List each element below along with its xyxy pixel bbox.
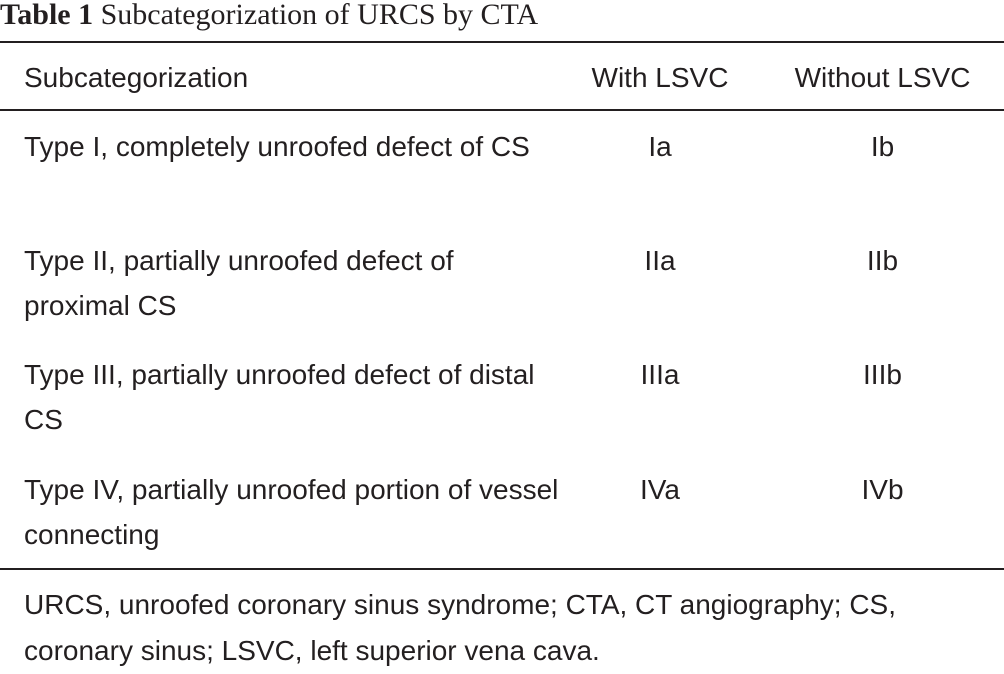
header-rule — [0, 109, 1004, 111]
table-title — [0, 0, 538, 32]
row-without-lsvc: IVb — [861, 474, 904, 505]
top-rule — [0, 41, 1004, 43]
row-subcategory: Type IV, partially unroofed portion of vessel connecting — [24, 474, 559, 550]
row-subcategory: Type III, partially unroofed defect of distal CS — [24, 359, 535, 435]
row-subcategory: Type I, completely unroofed defect of CS — [24, 131, 530, 162]
header-without-lsvc: Without LSVC — [794, 62, 971, 93]
row-with-lsvc: IIIa — [640, 359, 680, 390]
row-with-lsvc: IVa — [640, 474, 680, 505]
header-with-lsvc: With LSVC — [591, 62, 729, 93]
row-subcategory: Type II, partially unroofed defect of proximal CS — [24, 245, 454, 321]
row-without-lsvc: Ib — [870, 131, 895, 162]
table-caption: Subcategorization of URCS by CTA — [100, 0, 539, 31]
row-with-lsvc: IIa — [644, 245, 676, 276]
row-without-lsvc: IIb — [866, 245, 899, 276]
table-label: Table 1 — [0, 0, 94, 31]
row-with-lsvc: Ia — [648, 131, 672, 162]
bottom-rule — [0, 568, 1004, 570]
table-footnote: URCS, unroofed coronary sinus syndrome; CTA, CT angiography; CS, coronary sinus; LSVC, left superior vena cava. — [24, 589, 897, 666]
header-subcategorization: Subcategorization — [24, 62, 249, 93]
row-without-lsvc: IIIb — [863, 359, 902, 390]
